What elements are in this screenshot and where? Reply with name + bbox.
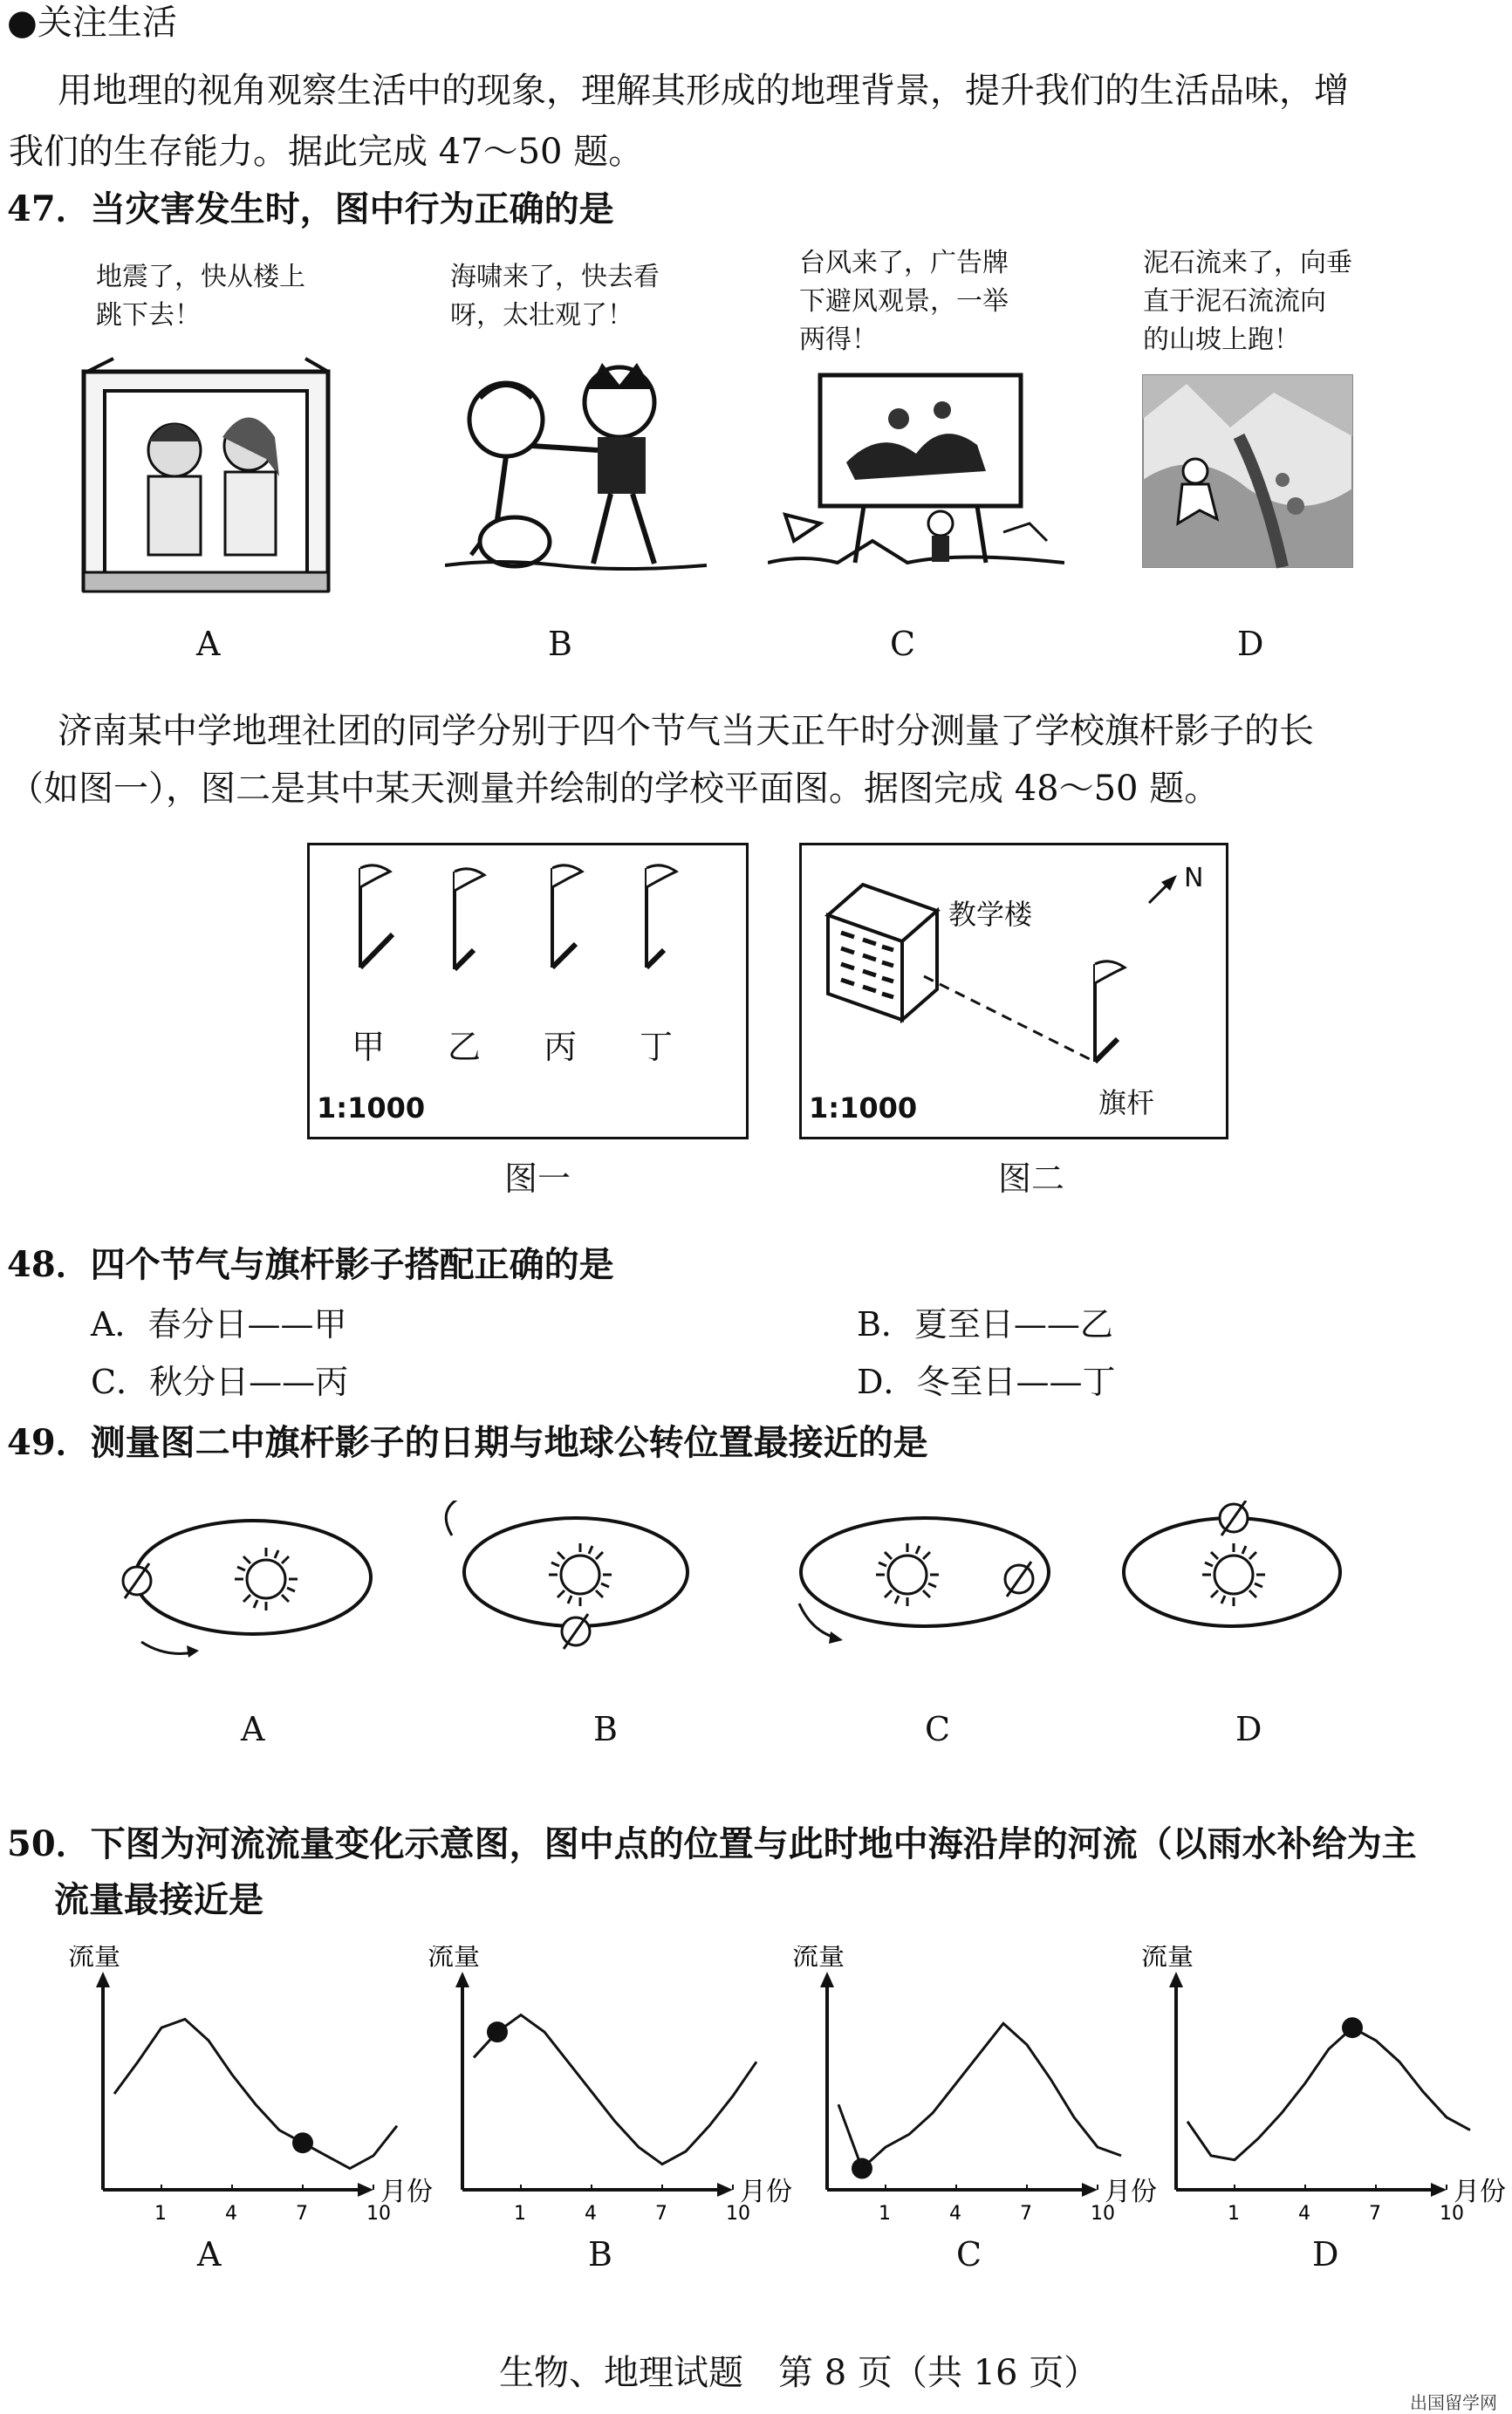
q49-stem: 49．测量图二中旗杆影子的日期与地球公转位置最接近的是 xyxy=(7,1422,928,1463)
x-tick-label: 4 xyxy=(585,2203,597,2225)
y-axis-arrow xyxy=(1169,1972,1183,1987)
q47-stem: 47．当灾害发生时，图中行为正确的是 xyxy=(7,188,614,229)
q48-stem: 48．四个节气与旗杆影子搭配正确的是 xyxy=(7,1244,614,1285)
fig1-caption: 图一 xyxy=(504,1159,571,1198)
q49-letter-b: B xyxy=(593,1710,618,1748)
orbit-d xyxy=(1124,1501,1340,1626)
x-tick-label: 4 xyxy=(1298,2203,1310,2225)
flow-point xyxy=(1342,2017,1363,2038)
y-axis-arrow xyxy=(455,1972,469,1987)
mudslide-illustration xyxy=(1134,366,1361,576)
fig1-label-ding: 丁 xyxy=(640,1028,674,1066)
page-footer: 生物、地理试题 第 8 页（共 16 页） xyxy=(499,2353,1099,2393)
q47-panel-a xyxy=(70,258,358,663)
building-icon xyxy=(828,885,937,1020)
x-axis-label: 月份 xyxy=(740,2177,792,2207)
q50-letter-c: C xyxy=(956,2235,982,2274)
flow-point xyxy=(487,2021,508,2042)
flow-line xyxy=(1187,2028,1470,2160)
flagpole-icon xyxy=(1095,961,1125,1062)
panel-b-caption: 海啸来了，快去看 呀，太壮观了！ xyxy=(450,262,660,331)
panel-c-caption: 台风来了，广告牌 下避风观景，一举 两得！ xyxy=(799,248,1009,355)
fig1-scale: 1:1000 xyxy=(317,1091,426,1125)
fig2-caption: 图二 xyxy=(998,1159,1065,1198)
x-tick-label: 4 xyxy=(949,2203,961,2225)
x-tick-label: 10 xyxy=(1091,2203,1115,2225)
shadow-line xyxy=(924,976,1095,1062)
y-axis-label: 流量 xyxy=(68,1946,120,1972)
flag-bing xyxy=(552,865,582,968)
x-axis-arrow xyxy=(358,2183,373,2197)
q47-letter-c: C xyxy=(890,625,916,663)
figure-2 xyxy=(799,843,1228,1139)
y-axis-arrow xyxy=(820,1972,834,1987)
section-heading xyxy=(7,0,177,51)
x-tick-label: 7 xyxy=(1369,2203,1381,2225)
x-tick-label: 1 xyxy=(514,2203,526,2225)
x-axis-arrow xyxy=(717,2183,733,2197)
flow-line xyxy=(474,2015,756,2164)
q47-letter-a: A xyxy=(196,625,221,663)
x-axis-label: 月份 xyxy=(380,2177,433,2207)
q48-option-b: B．夏至日——乙 xyxy=(857,1305,1113,1344)
y-axis-arrow xyxy=(96,1972,110,1987)
typhoon-illustration xyxy=(768,366,1064,576)
x-tick-label: 7 xyxy=(296,2203,308,2225)
q48-option-d: D．冬至日——丁 xyxy=(857,1363,1116,1401)
flag-yi xyxy=(455,869,484,969)
fig1-label-bing: 丙 xyxy=(544,1028,578,1066)
fig1-label-yi: 乙 xyxy=(448,1028,482,1066)
earthquake-illustration xyxy=(79,354,340,607)
q50-stem-line-1: 50．下图为河流流量变化示意图，图中点的位置与此时地中海沿岸的河流（以雨水补给为主 xyxy=(7,1823,1417,1864)
q49-letter-d: D xyxy=(1235,1710,1262,1748)
x-tick-label: 10 xyxy=(366,2203,391,2225)
q48-option-c: C．秋分日——丙 xyxy=(91,1363,349,1401)
flow-chart-svg xyxy=(0,1946,1512,2260)
x-axis-label: 月份 xyxy=(1105,2177,1157,2207)
q49-letter-a: A xyxy=(241,1710,265,1748)
x-tick-label: 10 xyxy=(726,2203,750,2225)
q48-option-a: A．春分日——甲 xyxy=(91,1305,347,1344)
orbit-a xyxy=(123,1521,371,1658)
intro-line-1: 用地理的视角观察生活中的现象，理解其形成的地理背景，提升我们的生活品味，增 xyxy=(58,71,1349,111)
q47-letter-b: B xyxy=(548,625,572,663)
watermark: 出国留学网 xyxy=(1410,2392,1497,2413)
fig2-building-label: 教学楼 xyxy=(948,898,1033,931)
y-axis-label: 流量 xyxy=(792,1946,845,1972)
context-line-1: 济南某中学地理社团的同学分别于四个节气当天正午时分测量了学校旗杆影子的长 xyxy=(58,711,1314,751)
x-tick-label: 1 xyxy=(879,2203,891,2225)
north-arrow-icon xyxy=(1149,875,1177,903)
x-tick-label: 7 xyxy=(1020,2203,1032,2225)
x-axis-arrow xyxy=(1082,2183,1098,2197)
section-title: 关注生活 xyxy=(37,3,177,43)
flow-charts xyxy=(0,1946,1512,2260)
q47-panel-d xyxy=(1134,244,1396,663)
orbit-svg xyxy=(0,1501,1512,1754)
q50-letter-d: D xyxy=(1312,2235,1339,2274)
flow-line xyxy=(838,2023,1121,2168)
fig2-pole-label: 旗杆 xyxy=(1098,1086,1155,1119)
fig1-label-jia: 甲 xyxy=(352,1028,386,1066)
x-axis-arrow xyxy=(1431,2183,1447,2197)
figure-1 xyxy=(307,843,749,1139)
q47-letter-d: D xyxy=(1237,625,1264,663)
x-tick-label: 7 xyxy=(655,2203,667,2225)
x-tick-label: 10 xyxy=(1440,2203,1464,2225)
bullet-icon: ● xyxy=(7,3,38,43)
q50-stem-line-2: 流量最接近是 xyxy=(54,1879,263,1920)
context-line-2: （如图一），图二是其中某天测量并绘制的学校平面图。据图完成 48～50 题。 xyxy=(9,769,1220,809)
flag-ding xyxy=(647,865,676,968)
panel-d-caption: 泥石流来了，向垂 直于泥石流流向 的山坡上跑！ xyxy=(1143,248,1352,355)
q50-letter-b: B xyxy=(588,2235,612,2274)
x-tick-label: 1 xyxy=(154,2203,167,2225)
flow-point xyxy=(292,2132,313,2153)
x-tick-label: 4 xyxy=(225,2203,237,2225)
fig2-scale: 1:1000 xyxy=(809,1091,918,1125)
intro-line-2: 我们的生存能力。据此完成 47～50 题。 xyxy=(9,132,644,172)
orbit-c xyxy=(799,1518,1049,1644)
q47-panel-b xyxy=(445,258,707,663)
flow-line xyxy=(114,2019,397,2168)
flow-point xyxy=(852,2158,872,2179)
panel-a-caption: 地震了，快从楼上 跳下去！ xyxy=(96,262,305,331)
orbit-diagrams xyxy=(0,1501,1512,1754)
x-axis-label: 月份 xyxy=(1454,2177,1506,2207)
q49-letter-c: C xyxy=(925,1710,951,1748)
y-axis-label: 流量 xyxy=(1141,1946,1194,1972)
fig2-north-label: N xyxy=(1184,863,1204,893)
flag-jia xyxy=(360,865,393,968)
x-tick-label: 1 xyxy=(1228,2203,1240,2225)
y-axis-label: 流量 xyxy=(428,1946,480,1972)
q50-letter-a: A xyxy=(197,2235,222,2274)
tsunami-illustration xyxy=(445,363,707,572)
q47-panel-c xyxy=(768,244,1064,663)
orbit-b xyxy=(446,1501,688,1649)
